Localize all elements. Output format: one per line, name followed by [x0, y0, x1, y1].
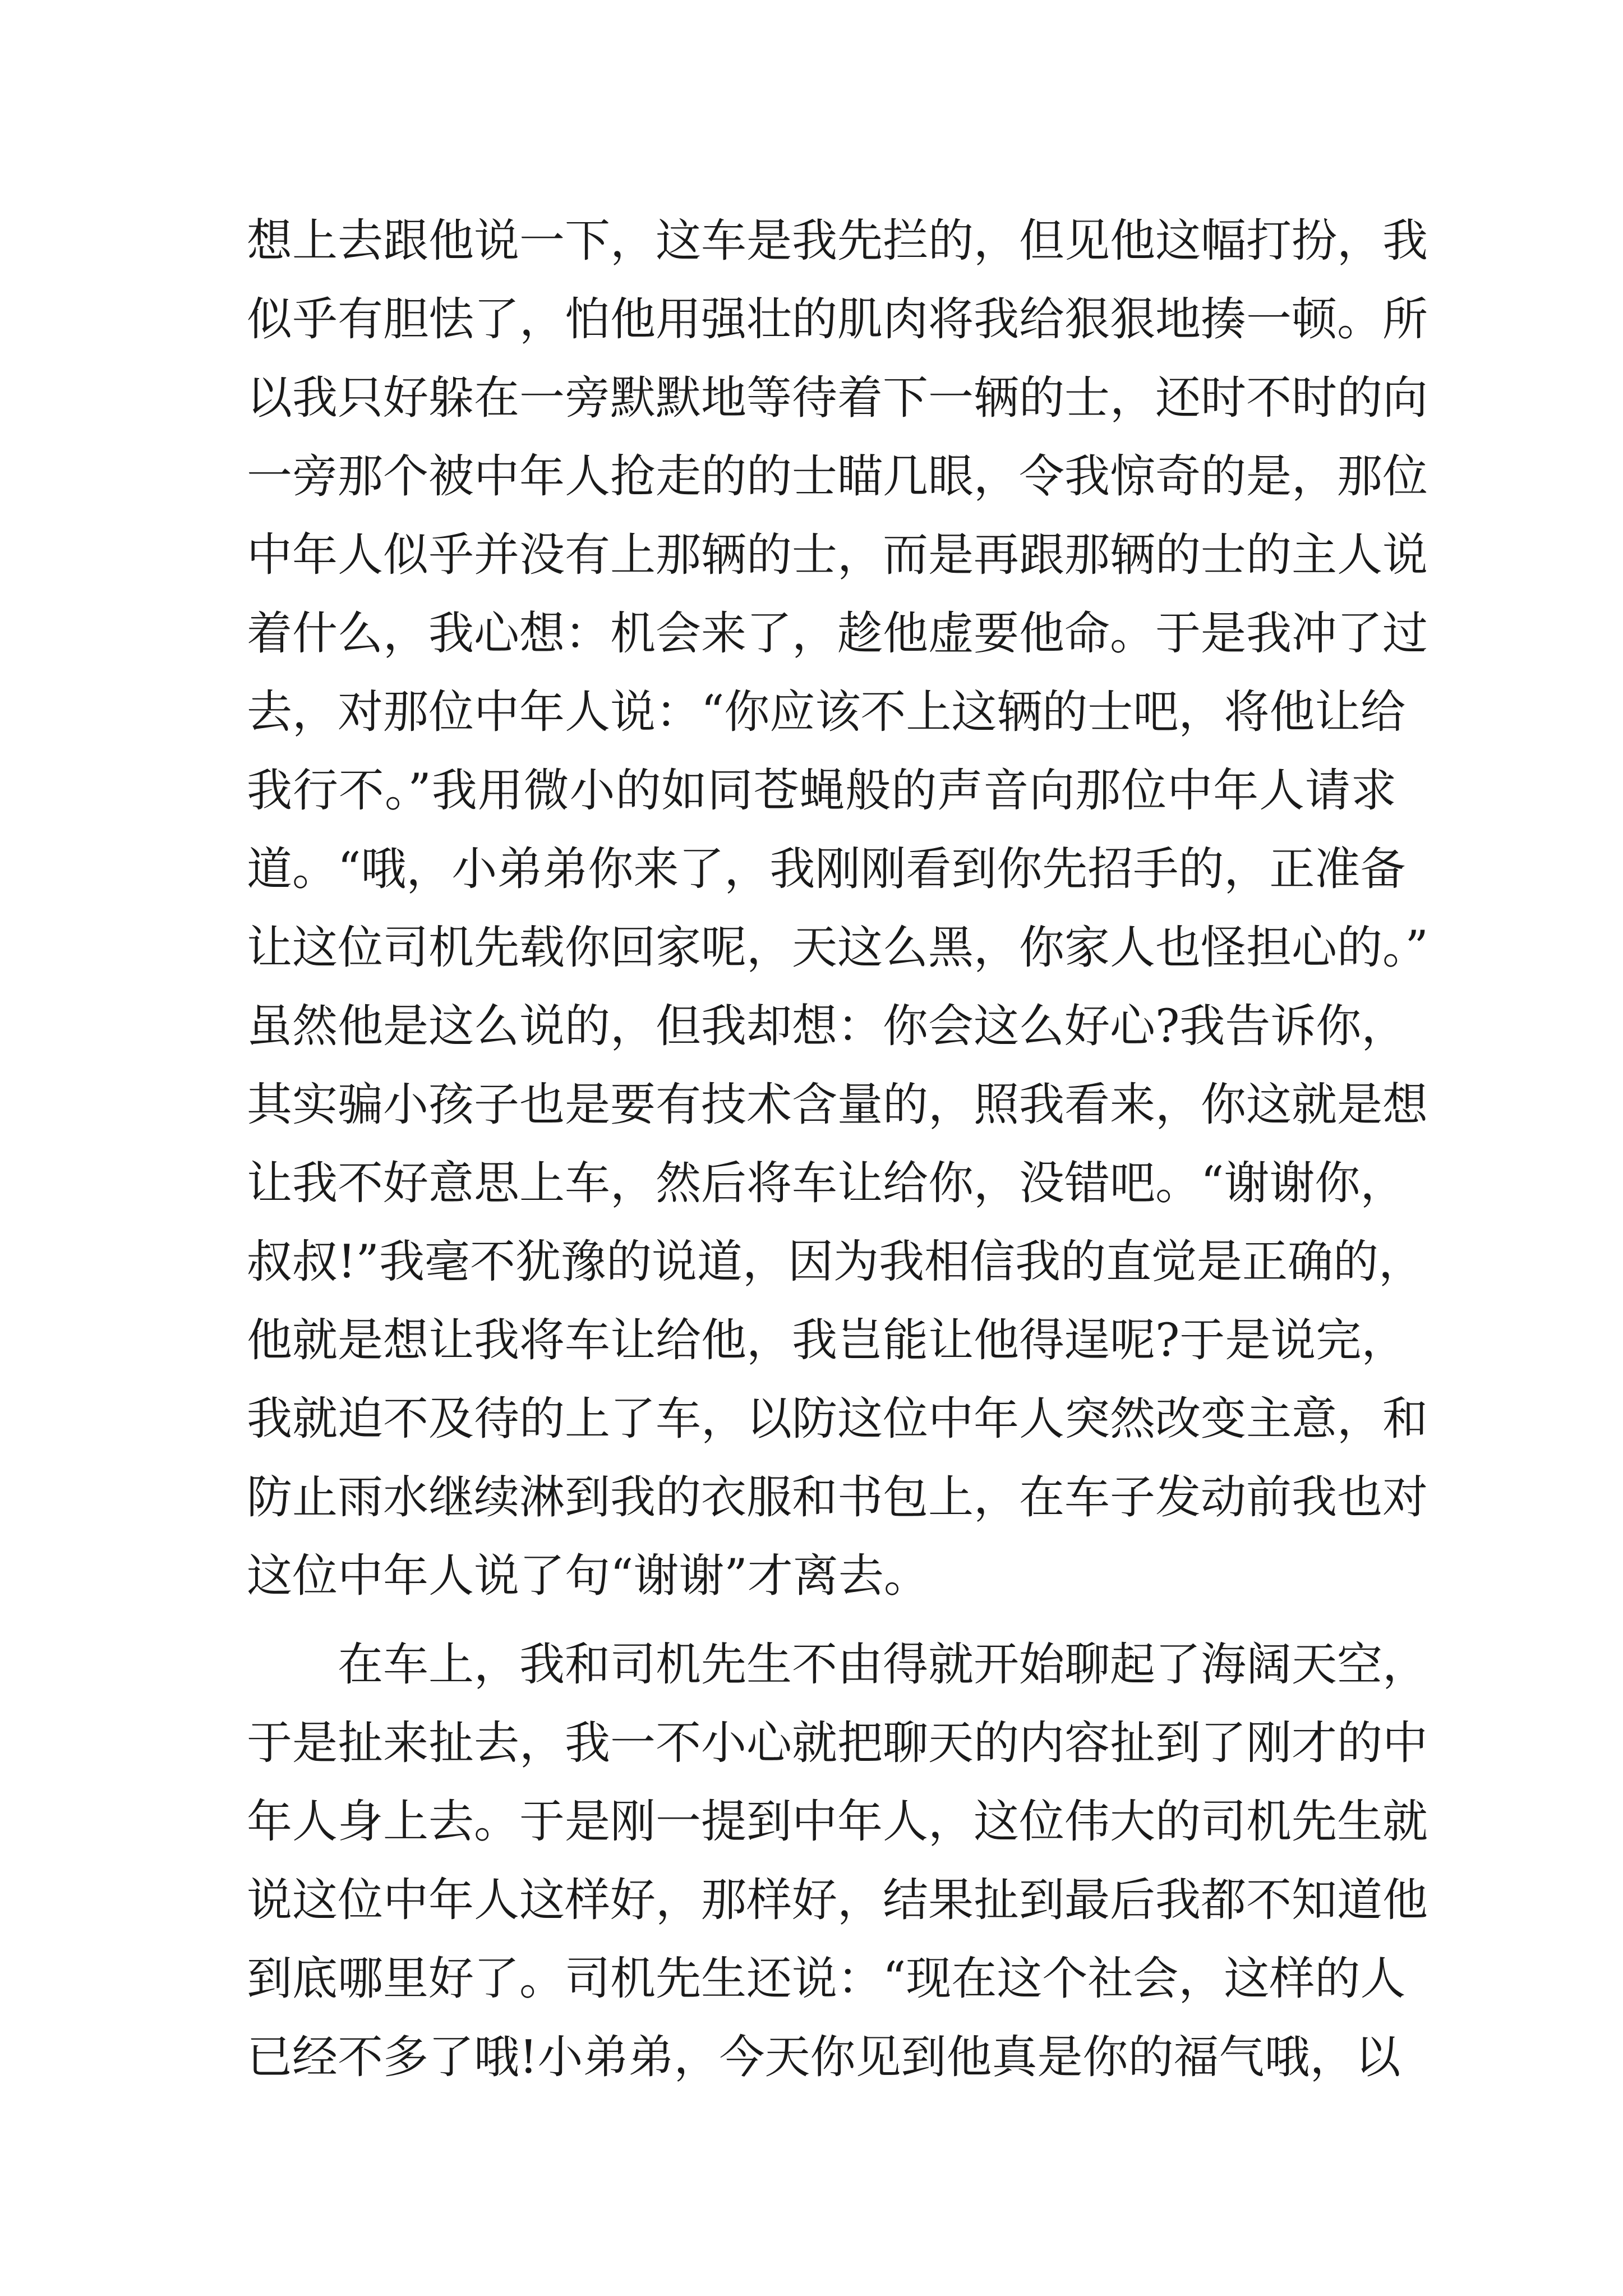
text-line: 这位中年人说了句“谢谢”才离去。 — [247, 1550, 929, 1603]
paragraph-1 — [247, 202, 1428, 1616]
text-line: 到底哪里好了。司机先生还说：“现在这个社会，这样的人 — [247, 1953, 1406, 2005]
text-line: 似乎有胆怯了，怕他用强壮的肌肉将我给狠狠地揍一顿。所 — [247, 293, 1428, 346]
text-line: 虽然他是这么说的，但我却想：你会这么好心?我告诉你， — [247, 1000, 1407, 1053]
text-line: 以我只好躲在一旁默默地等待着下一辆的士，还时不时的向 — [247, 372, 1428, 425]
text-line: 于是扯来扯去，我一不小心就把聊天的内容扯到了刚才的中 — [247, 1717, 1428, 1770]
text-line: 防止雨水继续淋到我的衣服和书包上，在车子发动前我也对 — [247, 1471, 1428, 1524]
text-line: 在车上，我和司机先生不由得就开始聊起了海阔天空， — [338, 1639, 1428, 1691]
text-line: 中年人似乎并没有上那辆的士，而是再跟那辆的士的主人说 — [247, 529, 1428, 582]
text-line: 想上去跟他说一下，这车是我先拦的，但见他这幅打扮，我 — [247, 215, 1428, 268]
text-line: 叔叔!”我毫不犹豫的说道，因为我相信我的直觉是正确的， — [247, 1236, 1424, 1289]
text-line: 已经不多了哦!小弟弟，今天你见到他真是你的福气哦，以 — [247, 2031, 1401, 2084]
text-line: 道。“哦，小弟弟你来了，我刚刚看到你先招手的，正准备 — [247, 843, 1406, 896]
text-line: 我就迫不及待的上了车，以防这位中年人突然改变主意，和 — [247, 1393, 1428, 1446]
text-line: 他就是想让我将车让给他，我岂能让他得逞呢?于是说完， — [247, 1314, 1407, 1367]
body-text — [247, 202, 1428, 2097]
text-line: 说这位中年人这样好，那样好，结果扯到最后我都不知道他 — [247, 1874, 1428, 1927]
text-line: 其实骗小孩子也是要有技术含量的，照我看来，你这就是想 — [247, 1079, 1428, 1131]
paragraph-2 — [247, 1626, 1428, 2097]
text-line: 让我不好意思上车，然后将车让给你，没错吧。“谢谢你， — [247, 1157, 1406, 1210]
text-line: 我行不。”我用微小的如同苍蝇般的声音向那位中年人请求 — [247, 765, 1396, 817]
text-line: 年人身上去。于是刚一提到中年人，这位伟大的司机先生就 — [247, 1796, 1428, 1848]
text-line: 着什么，我心想：机会来了，趁他虚要他命。于是我冲了过 — [247, 608, 1428, 660]
paragraph-gap — [247, 1616, 1396, 1626]
text-line: 一旁那个被中年人抢走的的士瞄几眼，令我惊奇的是，那位 — [247, 450, 1428, 503]
text-line: 让这位司机先载你回家呢，天这么黑，你家人也怪担心的。” — [247, 922, 1428, 974]
text-line: 去，对那位中年人说：“你应该不上这辆的士吧，将他让给 — [247, 686, 1406, 739]
